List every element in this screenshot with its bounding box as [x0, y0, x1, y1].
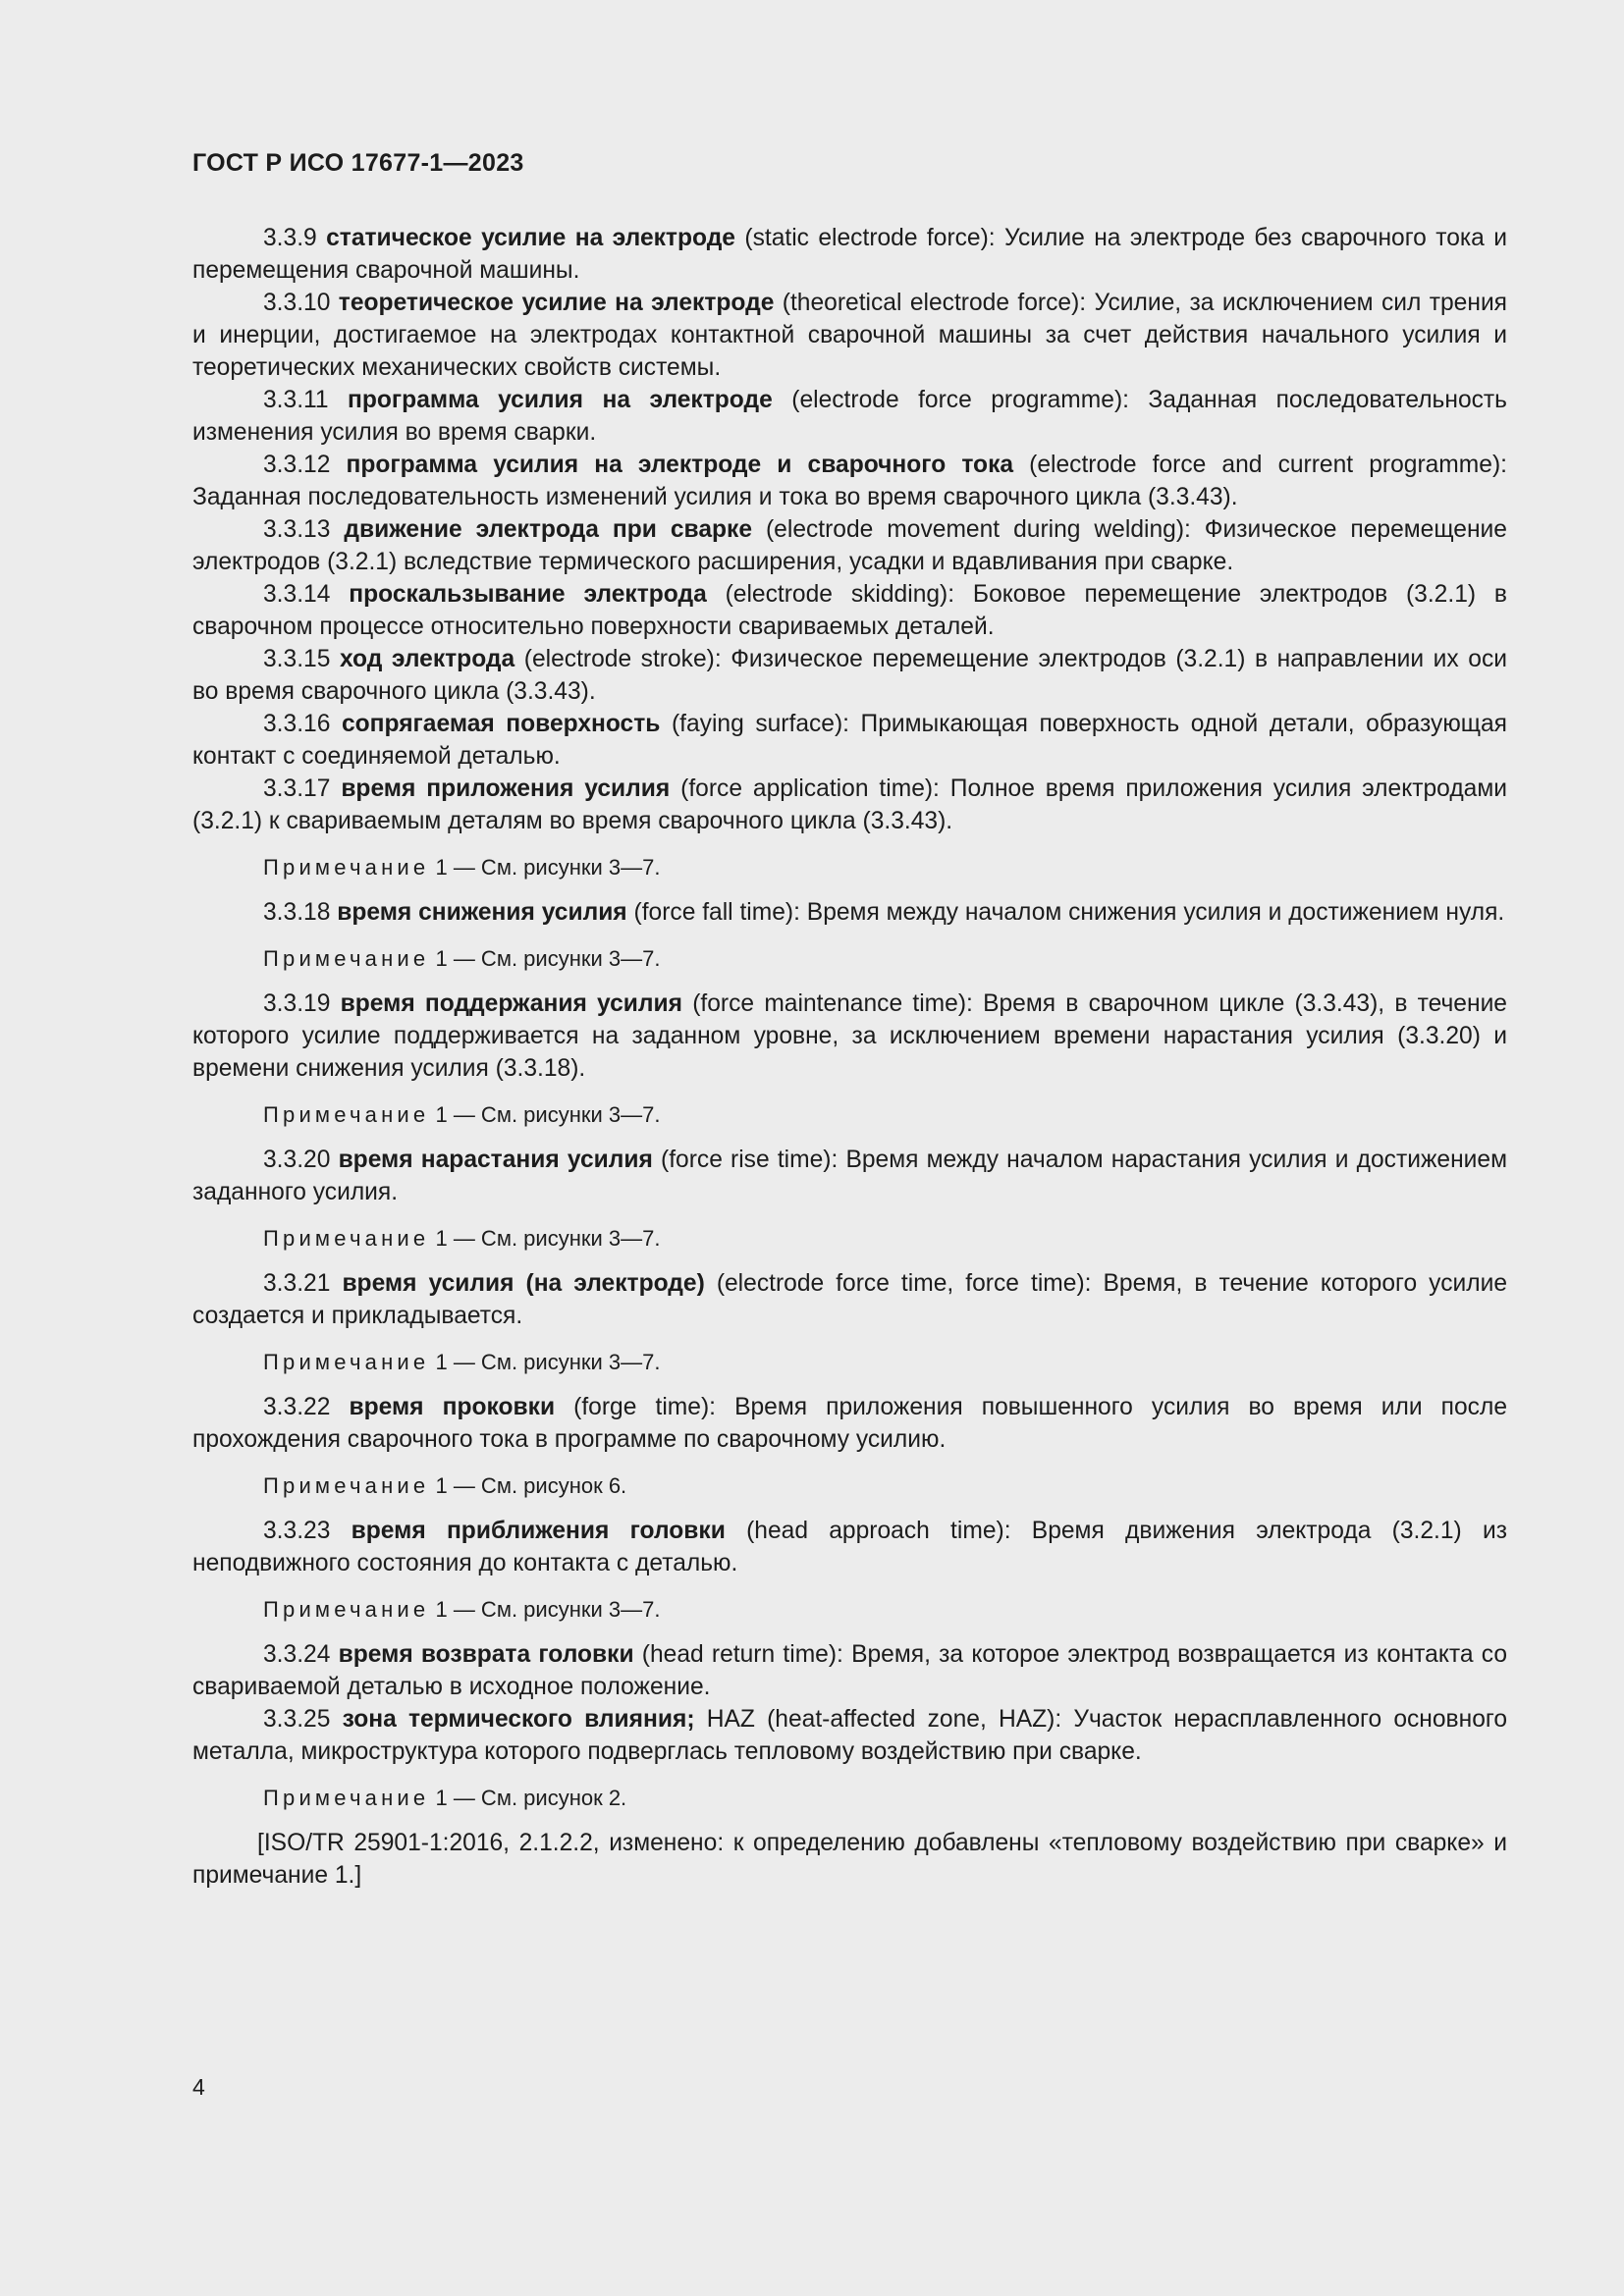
reference-source: [ISO/TR 25901-1:2016, 2.1.2.2, изменено: к определению добавлены «тепловому воздействию при сварке» и примечание 1.] — [192, 1830, 1507, 1889]
entry-term: статическое усилие на электроде — [326, 225, 735, 251]
entry-definition: HAZ (heat-affected zone, HAZ): Участок нерасплавленного основного металла, микроструктура которого подверглась тепловому воздействию при сварке. — [192, 1706, 1507, 1765]
note-text: 1 — См. рисунки 3—7. — [435, 946, 661, 971]
entry-term: время поддержания усилия — [340, 990, 682, 1017]
entry-number: 3.3.14 — [263, 581, 331, 608]
definition-entry — [192, 222, 1507, 287]
definition-entry — [192, 1267, 1507, 1332]
entry-term: время проковки — [349, 1394, 556, 1420]
definition-entry — [192, 1515, 1507, 1579]
entry-definition: (electrode stroke): Физическое перемещение электродов (3.2.1) в направлении их оси во время сварочного цикла (3.3.43). — [192, 646, 1507, 705]
entry-term: сопрягаемая поверхность — [341, 711, 661, 737]
entry-definition: (head approach time): Время движения электрода (3.2.1) из неподвижного состояния до контакта с деталью. — [192, 1518, 1507, 1576]
note-text: 1 — См. рисунки 3—7. — [435, 1226, 661, 1251]
definition-entry — [192, 1391, 1507, 1456]
entry-number: 3.3.9 — [263, 225, 317, 251]
page-number: 4 — [192, 2074, 205, 2100]
definition-entry — [192, 513, 1507, 578]
entry-definition: (forge time): Время приложения повышенного усилия во время или после прохождения сварочного тока в программе по сварочному усилию. — [192, 1394, 1507, 1453]
entry-definition: (electrode force and current programme): Заданная последовательность изменений усилия и тока во время сварочного цикла (3.3.43). — [192, 452, 1507, 510]
entry-note — [192, 1348, 1507, 1377]
entry-definition: (electrode skidding): Боковое перемещение электродов (3.2.1) в сварочном процессе относительно поверхности свариваемых деталей. — [192, 581, 1507, 640]
entry-number: 3.3.24 — [263, 1641, 331, 1668]
entry-term: время снижения усилия — [337, 899, 627, 926]
entry-definition: (force rise time): Время между началом нарастания усилия и достижением заданного усилия. — [192, 1147, 1508, 1205]
note-label: Примечание — [263, 1102, 430, 1127]
entry-term: время приближения головки — [351, 1518, 726, 1544]
entry-number: 3.3.23 — [263, 1518, 331, 1544]
definition-entry — [192, 708, 1507, 773]
entry-definition: (electrode force programme): Заданная последовательность изменения усилия во время сварки. — [192, 387, 1507, 446]
note-label: Примечание — [263, 1597, 430, 1622]
entry-note — [192, 1100, 1507, 1130]
entry-number: 3.3.17 — [263, 775, 331, 802]
entry-number: 3.3.25 — [263, 1706, 331, 1733]
note-text: 1 — См. рисунки 3—7. — [435, 855, 661, 880]
definition-entry — [192, 287, 1507, 384]
definition-entry — [192, 643, 1507, 708]
entry-term: время возврата головки — [338, 1641, 634, 1668]
entry-term: ход электрода — [339, 646, 515, 672]
entry-definition: (force application time): Полное время приложения усилия электродами (3.2.1) к свариваемым деталям во время сварочного цикла (3.3.43). — [192, 775, 1507, 834]
note-text: 1 — См. рисунок 6. — [435, 1473, 627, 1498]
entry-definition: (static electrode force): Усилие на электроде без сварочного тока и перемещения сварочной машины. — [192, 225, 1507, 284]
entry-term: программа усилия на электроде — [348, 387, 773, 413]
entry-note — [192, 853, 1507, 882]
definition-entry — [192, 896, 1507, 929]
entry-number: 3.3.12 — [263, 452, 331, 478]
note-text: 1 — См. рисунок 2. — [435, 1786, 627, 1810]
note-text: 1 — См. рисунки 3—7. — [435, 1597, 661, 1622]
entry-number: 3.3.16 — [263, 711, 331, 737]
definition-entry — [192, 1638, 1507, 1703]
entry-number: 3.3.10 — [263, 290, 331, 316]
note-text: 1 — См. рисунки 3—7. — [435, 1102, 661, 1127]
entry-number: 3.3.22 — [263, 1394, 331, 1420]
note-label: Примечание — [263, 1786, 430, 1810]
entry-note — [192, 1784, 1507, 1813]
definition-entry — [192, 578, 1507, 643]
entry-number: 3.3.15 — [263, 646, 331, 672]
entry-note — [192, 1224, 1507, 1254]
entry-number: 3.3.20 — [263, 1147, 331, 1173]
definitions-list — [192, 222, 1507, 1892]
entry-note — [192, 1471, 1507, 1501]
entry-definition: (electrode movement during welding): Физическое перемещение электродов (3.2.1) вследствие термического расширения, усадки и вдавливания при сварке. — [192, 516, 1507, 575]
definition-entry — [192, 988, 1507, 1085]
entry-term: проскальзывание электрода — [349, 581, 707, 608]
note-label: Примечание — [263, 946, 430, 971]
entry-term: время нарастания усилия — [338, 1147, 653, 1173]
entry-term: время усилия (на электроде) — [342, 1270, 705, 1297]
entry-definition: (head return time): Время, за которое электрод возвращается из контакта со свариваемой деталью в исходное положение. — [192, 1641, 1507, 1700]
entry-number: 3.3.21 — [263, 1270, 331, 1297]
entry-number: 3.3.11 — [263, 387, 329, 413]
entry-term: теоретическое усилие на электроде — [338, 290, 775, 316]
entry-term: зона термического влияния; — [342, 1706, 695, 1733]
entry-term: время приложения усилия — [341, 775, 671, 802]
entry-definition: (force maintenance time): Время в сварочном цикле (3.3.43), в течение которого усилие поддерживается на заданном уровне, за исключением времени нарастания усилия (3.3.20) и времени снижения усилия (3.3.18). — [192, 990, 1507, 1082]
entry-term: движение электрода при сварке — [344, 516, 753, 543]
definition-entry — [192, 1144, 1507, 1208]
entry-number: 3.3.18 — [263, 899, 331, 926]
entry-definition: (electrode force time, force time): Время, в течение которого усилие создается и прикладывается. — [192, 1270, 1508, 1329]
entry-definition: (faying surface): Примыкающая поверхность одной детали, образующая контакт с соединяемой деталью. — [192, 711, 1507, 770]
entry-note — [192, 1595, 1507, 1625]
definition-entry — [192, 773, 1507, 837]
entry-note — [192, 944, 1507, 974]
entry-number: 3.3.13 — [263, 516, 331, 543]
definition-entry — [192, 384, 1507, 449]
entry-number: 3.3.19 — [263, 990, 331, 1017]
definition-entry — [192, 1703, 1507, 1768]
definition-entry — [192, 449, 1507, 513]
note-label: Примечание — [263, 1226, 430, 1251]
note-label: Примечание — [263, 855, 430, 880]
note-text: 1 — См. рисунки 3—7. — [435, 1350, 661, 1374]
entry-definition: (force fall time): Время между началом снижения усилия и достижением нуля. — [626, 899, 1505, 926]
entry-definition: (theoretical electrode force): Усилие, за исключением сил трения и инерции, достигаемое на электродах контактной сварочной машины за счет действия начального усилия и теоретических механических свойств системы. — [192, 290, 1507, 381]
note-label: Примечание — [263, 1473, 430, 1498]
document-header: ГОСТ Р ИСО 17677-1—2023 — [192, 149, 524, 177]
entry-term: программа усилия на электроде и сварочного тока — [346, 452, 1014, 478]
note-label: Примечание — [263, 1350, 430, 1374]
